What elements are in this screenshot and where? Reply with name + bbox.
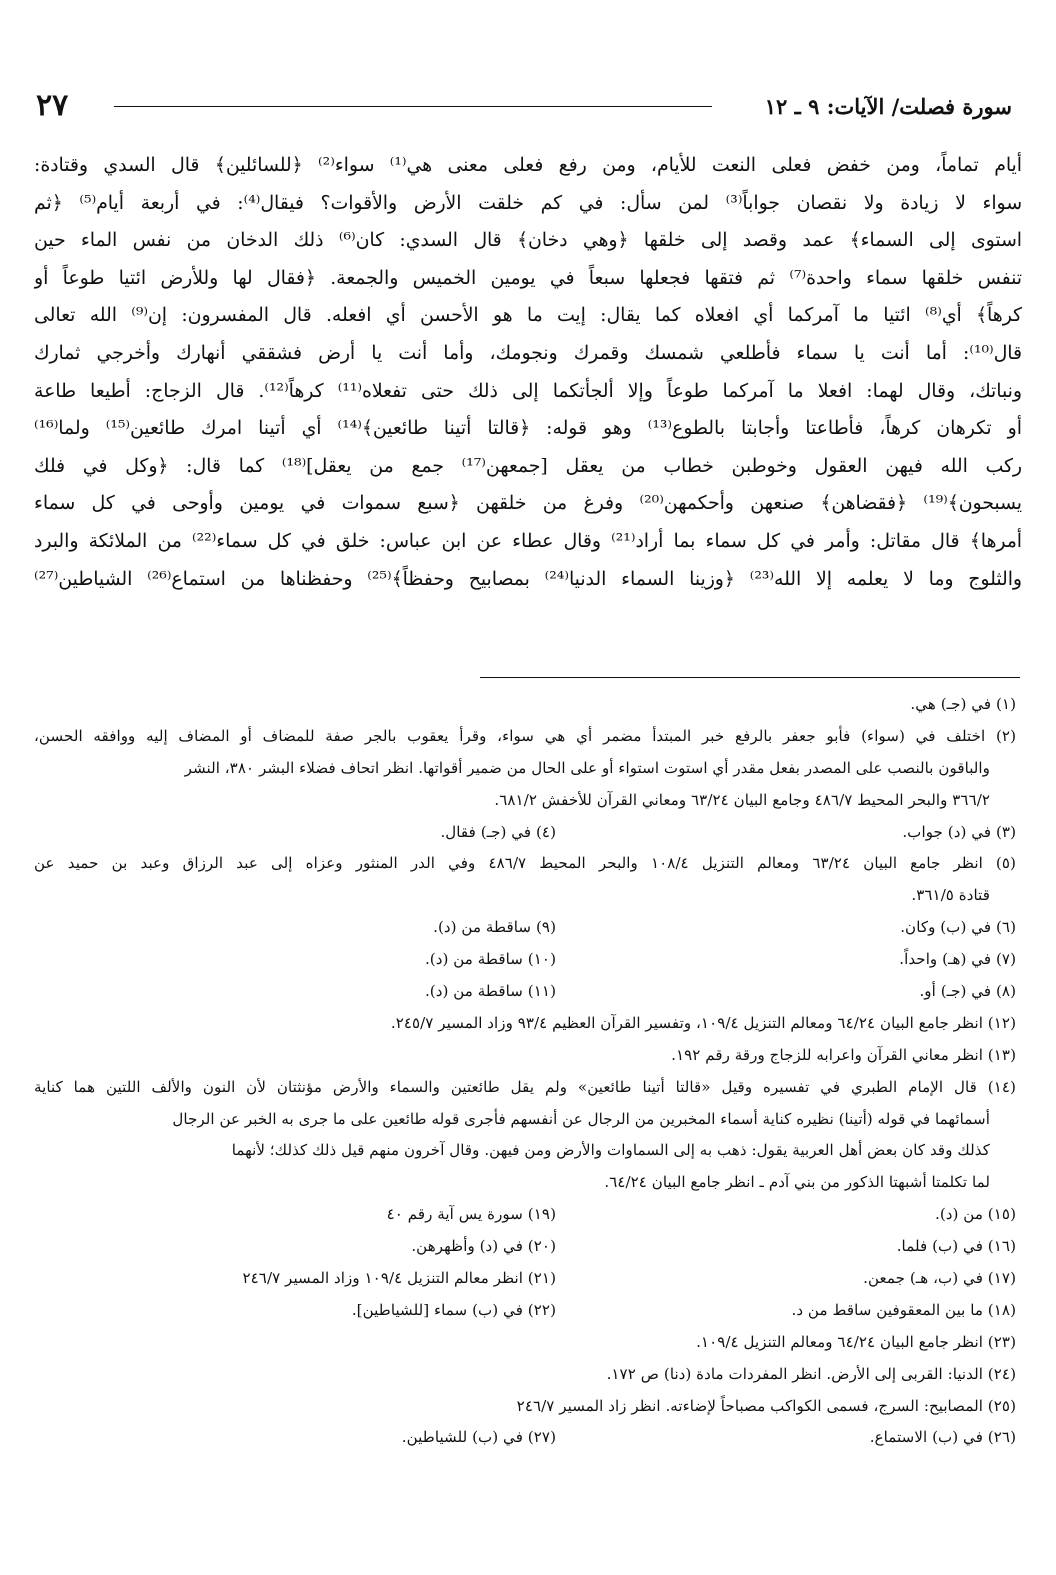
text-line: أو تكرهان كرهاً، فأطاعتا وأجابتا بالطوع⁽¹³⁾ وهو قوله: ﴿قالتا أتينا طائعين﴾⁽¹⁴⁾ أي أتينا امرك طائعين⁽¹⁵⁾ ولما⁽¹⁶⁾: [34, 418, 1022, 440]
footnote-pair: [34, 1295, 1016, 1327]
footnote-line: (٢٥) المصابيح: السرج، فسمى الكواكب مصباحاً لإضاءته. انظر زاد المسير ٢٤٦/٧: [516, 1396, 1016, 1415]
footnote: (٢٢) في (ب) سماء [للشياطين].: [351, 1300, 556, 1319]
main-text: [34, 147, 1022, 598]
footnote: (٨) في (جـ) أو.: [919, 982, 1016, 1001]
footnote: (١١) ساقطة من (د).: [424, 982, 556, 1001]
footnote: (٢٠) في (د) وأظهرهن.: [411, 1237, 556, 1256]
footnote-line: (١٤) قال الإمام الطبري في تفسيره وقيل «قالتا أتينا طائعين» ولم يقل طائعتين والسماء والأرض مؤنثتان لأن النون والألف اللتين هما كناية: [34, 1077, 1016, 1096]
text-line: يسبحون﴾⁽¹⁹⁾ ﴿فقضاهن﴾ صنعهن وأحكمهن⁽²⁰⁾ وفرغ من خلقهن ﴿سبع سموات في يومين وأوحى في كل سماء: [34, 493, 1022, 515]
footnote: (٢٦) في (ب) الاستماع.: [869, 1428, 1016, 1447]
footnote-line: قتادة ٣٦١/٥.: [911, 886, 990, 905]
footnote-pair: [34, 1199, 1016, 1231]
footnote: (١٩) سورة يس آية رقم ٤٠: [386, 1205, 556, 1224]
text-line: استوى إلى السماء﴾ عمد وقصد إلى خلقها ﴿وهي دخان﴾ قال السدي: كان⁽⁶⁾ ذلك الدخان من نفس الماء حين: [34, 230, 1022, 252]
footnote-line: (٢) اختلف في (سواء) فأبو جعفر بالرفع خبر المبتدأ مضمر أي هي سواء، وقرأ يعقوب بالجر صفة للمضاف أو المضاف إليه ووافقه الحسن،: [34, 726, 1016, 745]
text-line: والثلوج وما لا يعلمه إلا الله⁽²³⁾ ﴿وزينا السماء الدنيا⁽²⁴⁾ بمصابيح وحفظاً﴾⁽²⁵⁾ وحفظناها من استماع⁽²⁶⁾ الشياطين⁽²⁷⁾: [34, 568, 1022, 590]
surah-title: سورة فصلت/ الآيات: ٩ ـ ١٢: [764, 94, 1012, 119]
text-line: قال⁽¹⁰⁾: أما أنت يا سماء فأطلعي شمسك وقمرك ونجومك، وأما أنت يا أرض فشققي أنهارك وأخرجي ثمارك: [34, 342, 1022, 364]
footnote: (١٧) في (ب، هـ) جمعن.: [863, 1269, 1016, 1288]
text-line: أمرها﴾ قال مقاتل: وأمر في كل سماء بما أراد⁽²¹⁾ وقال عطاء عن ابن عباس: خلق في كل سماء⁽²²⁾ من الملائكة والبرد: [34, 530, 1022, 552]
footnote-pair: [34, 912, 1016, 944]
footnote-line: (١٣) انظر معاني القرآن واعرابه للزجاج ورقة رقم ١٩٢.: [671, 1045, 1016, 1064]
footnote: (٣) في (د) جواب.: [902, 822, 1016, 841]
page-header: [36, 88, 1012, 128]
footnote: (١٦) في (ب) فلما.: [896, 1237, 1016, 1256]
footnote-pair: [34, 1231, 1016, 1263]
footnote-pair: [34, 976, 1016, 1008]
text-line: سواء لا زيادة ولا نقصان جواباً⁽³⁾ لمن سأل: في كم خلقت الأرض والأقوات؟ فيقال⁽⁴⁾: في أربعة أيام⁽⁵⁾ ﴿ثم: [34, 192, 1022, 214]
footnote-line: ٣٦٦/٢ والبحر المحيط ٤٨٦/٧ وجامع البيان ٦٣/٢٤ ومعاني القرآن للأخفش ٦٨١/٢.: [494, 790, 990, 809]
text-line: تنفس خلقها سماء واحدة⁽⁷⁾ ثم فتقها فجعلها سبعاً في يومين الخميس والجمعة. ﴿فقال لها وللأرض ائتيا طوعاً أو: [34, 267, 1022, 289]
footnote: (٦) في (ب) وكان.: [900, 918, 1016, 937]
text-line: ركب الله فيهن العقول وخوطبن خطاب من يعقل [جمعهن⁽¹⁷⁾ جمع من يعقل]⁽¹⁸⁾ كما قال: ﴿وكل في فلك: [34, 455, 1022, 477]
page-number: ٢٧: [36, 88, 69, 123]
footnote: (٢٧) في (ب) للشياطين.: [401, 1428, 556, 1447]
header-rule: [114, 106, 712, 107]
footnote: (٢١) انظر معالم التنزيل ١٠٩/٤ وزاد المسير ٢٤٦/٧: [242, 1269, 556, 1288]
footnote-line: (٢٤) الدنيا: القربى إلى الأرض. انظر المفردات مادة (دنا) ص ١٧٢.: [606, 1364, 1016, 1383]
footnote-pair: [34, 817, 1016, 849]
footnote-line: أسمائهما في قوله (أتينا) نظيره كناية أسماء المخبرين من الرجال عن أنفسهم فأجرى قوله طائعين على ما جرى به الخبر عن الرجال: [172, 1109, 990, 1128]
footnote: (١٥) من (د).: [935, 1205, 1016, 1224]
footnote-line: لما تكلمتا أشبهتا الذكور من بني آدم ـ انظر جامع البيان ٦٤/٢٤.: [604, 1173, 990, 1192]
footnote-line: (١) في (جـ) هي.: [910, 695, 1016, 713]
footnote: (٩) ساقطة من (د).: [433, 918, 556, 937]
text-line: ونباتك، وقال لهما: افعلا ما آمركما طوعاً وإلا ألجأتكما إلى ذلك حتى تفعلاه⁽¹¹⁾ كرهاً⁽¹²⁾. قال الزجاج: أطيعا طاعة: [34, 380, 1022, 402]
footnote-line: كذلك وقد كان بعض أهل العربية يقول: ذهب به إلى السماوات والأرض ومن فيهن. وقال آخرون منهم قيل ذلك كذلك؛ لأنهما: [231, 1141, 990, 1160]
footnote-pair: [34, 1263, 1016, 1295]
footnote-line: والباقون بالنصب على المصدر بفعل مقدر أي استوت استواء أو على الحال من ضمير أقواتها. انظر اتحاف فضلاء البشر ٣٨٠، النشر: [184, 758, 990, 777]
footnote-line: (٢٣) انظر جامع البيان ٦٤/٢٤ ومعالم التنزيل ١٠٩/٤.: [696, 1332, 1016, 1351]
footnote: (١٨) ما بين المعقوفين ساقط من د.: [791, 1300, 1016, 1319]
footnote-separator: [480, 677, 1020, 678]
footnote: (٧) في (هـ) واحداً.: [899, 950, 1016, 969]
footnote-pair: [34, 1422, 1016, 1454]
footnote: (١٠) ساقطة من (د).: [424, 950, 556, 969]
footnotes: [34, 689, 1016, 1454]
footnote: (٤) في (جـ) فقال.: [440, 822, 556, 841]
text-line: أيام تماماً، ومن خفض فعلى النعت للأيام، ومن رفع فعلى معنى هي⁽¹⁾ سواء⁽²⁾ ﴿للسائلين﴾ قال السدي وقتادة:: [34, 155, 1022, 176]
footnote-pair: [34, 944, 1016, 976]
footnote-line: (١٢) انظر جامع البيان ٦٤/٢٤ ومعالم التنزيل ١٠٩/٤، وتفسير القرآن العظيم ٩٣/٤ وزاد المسير ٢٤٥/٧.: [390, 1013, 1016, 1032]
footnote-line: (٥) انظر جامع البيان ٦٣/٢٤ ومعالم التنزيل ١٠٨/٤ والبحر المحيط ٤٨٦/٧ وفي الدر المنثور وعزاه إلى عبد الرزاق وعبد بن حميد عن: [34, 854, 1016, 873]
text-line: كرهاً﴾ أي⁽⁸⁾ ائتيا ما آمركما أي افعلاه كما يقال: إيت ما هو الأحسن أي افعله. قال المفسرون: إن⁽⁹⁾ الله تعالى: [34, 305, 1022, 327]
